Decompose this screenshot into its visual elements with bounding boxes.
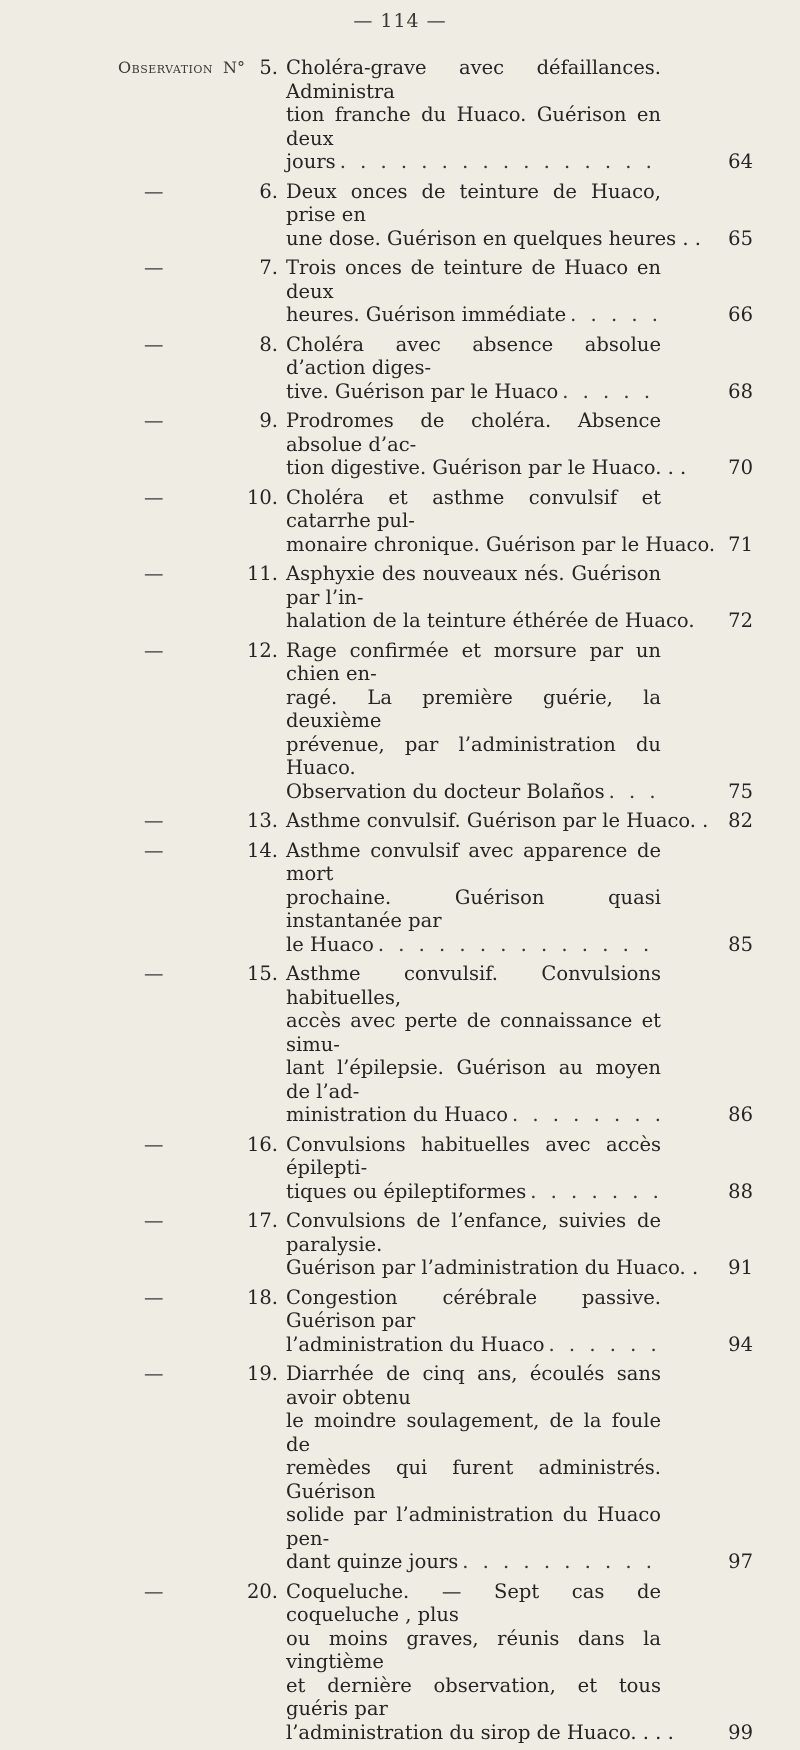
entry-last-text: Observation du docteur Bolaños bbox=[286, 779, 605, 803]
entry-text bbox=[286, 1209, 699, 1280]
entry-text bbox=[286, 485, 716, 557]
entry-line: Deux onces de teinture de Huaco, prise en bbox=[286, 179, 661, 226]
page-reference: 91 bbox=[728, 1256, 753, 1279]
entry-last-line bbox=[286, 303, 661, 327]
entry-text bbox=[286, 1362, 661, 1574]
leader-dots bbox=[512, 1103, 661, 1127]
ditto-dash: — bbox=[144, 485, 164, 509]
entry-last-text: tion digestive. Guérison par le Huaco. . . bbox=[286, 456, 687, 479]
entry-last-line bbox=[286, 532, 716, 557]
entry-line: prévenue, par l’administration du Huaco. bbox=[286, 732, 661, 779]
entry-line: prochaine. Guérison quasi instantanée par bbox=[286, 885, 661, 932]
ditto-dash: — bbox=[144, 256, 164, 279]
page-reference: 68 bbox=[728, 379, 753, 403]
entry-line: Asphyxie des nouveaux nés. Guérison par l’in- bbox=[286, 562, 661, 609]
entry-last-line bbox=[286, 780, 661, 804]
entry-last-line bbox=[286, 456, 687, 480]
observation-number: 6. bbox=[259, 179, 278, 203]
ditto-dash: — bbox=[144, 1132, 164, 1156]
observation-number: 18. bbox=[246, 1285, 278, 1309]
entry-line: remèdes qui furent administrés. Guérison bbox=[286, 1456, 661, 1503]
entry-last-line bbox=[286, 1550, 661, 1574]
entry-line: ou moins graves, réunis dans la vingtième bbox=[286, 1626, 661, 1673]
page-reference: 94 bbox=[728, 1332, 753, 1356]
entry-line: Congestion cérébrale passive. Guérison par bbox=[286, 1285, 661, 1332]
entry-last-text: halation de la teinture éthérée de Huaco. bbox=[286, 609, 695, 632]
entry-last-line bbox=[286, 1103, 661, 1127]
page-reference: 65 bbox=[728, 226, 753, 250]
observation-label bbox=[118, 56, 245, 80]
ditto-dash: — bbox=[144, 638, 164, 662]
entry-last-text: le Huaco bbox=[286, 932, 374, 956]
toc-entry bbox=[0, 256, 800, 327]
page-reference: 97 bbox=[728, 1550, 753, 1573]
entry-last-line bbox=[286, 933, 661, 957]
entry-line: le moindre soulagement, de la foule de bbox=[286, 1409, 661, 1456]
page-reference: 72 bbox=[728, 609, 753, 632]
page-number: — 114 — bbox=[353, 10, 447, 32]
entry-line: solide par l’administration du Huaco pen- bbox=[286, 1503, 661, 1550]
entry-last-line bbox=[286, 1180, 661, 1204]
entry-text bbox=[286, 333, 661, 404]
entry-last-text: une dose. Guérison en quelques heures . . bbox=[286, 226, 701, 250]
toc-entry bbox=[0, 1286, 800, 1357]
observation-word: Observation bbox=[118, 58, 214, 77]
entry-last-text: monaire chronique. Guérison par le Huaco. bbox=[286, 532, 716, 556]
entry-last-line bbox=[286, 1256, 699, 1280]
ditto-dash: — bbox=[144, 1362, 164, 1385]
entry-text bbox=[286, 1133, 661, 1204]
entry-line: Asthme convulsif avec apparence de mort bbox=[286, 838, 661, 885]
observation-number: 8. bbox=[259, 332, 278, 356]
entry-line: Choléra-grave avec défaillances. Administra bbox=[286, 56, 661, 103]
entry-text bbox=[286, 839, 661, 957]
ditto-dash: — bbox=[144, 409, 164, 432]
entry-line: Convulsions de l’enfance, suivies de paralysie. bbox=[286, 1209, 661, 1256]
leader-dots bbox=[462, 1550, 661, 1574]
leader-dots bbox=[549, 1333, 661, 1357]
entry-last-line bbox=[286, 1333, 661, 1357]
ditto-dash: — bbox=[144, 962, 164, 985]
toc-entry bbox=[0, 56, 800, 174]
ditto-dash: — bbox=[144, 332, 164, 356]
observation-number: 17. bbox=[246, 1209, 278, 1232]
entry-text bbox=[286, 1579, 674, 1745]
entry-last-text: dant quinze jours bbox=[286, 1550, 459, 1573]
ditto-dash: — bbox=[144, 179, 164, 203]
toc-entry bbox=[0, 409, 800, 480]
toc-entry bbox=[0, 1209, 800, 1280]
leader-dots bbox=[562, 380, 661, 404]
entry-last-text: tiques ou épileptiformes bbox=[286, 1179, 527, 1203]
observation-number: 5. bbox=[259, 56, 278, 79]
page-reference: 75 bbox=[728, 779, 753, 803]
entry-text bbox=[286, 562, 695, 633]
entry-last-text: l’administration du Huaco bbox=[286, 1332, 545, 1356]
observation-number: 10. bbox=[246, 485, 278, 509]
entry-last-text: ministration du Huaco bbox=[286, 1103, 508, 1126]
page-reference: 70 bbox=[728, 456, 753, 479]
toc-entry bbox=[0, 562, 800, 633]
toc-entry bbox=[0, 333, 800, 404]
page-reference: 86 bbox=[728, 1103, 753, 1126]
entry-line: accès avec perte de connaissance et simu- bbox=[286, 1009, 661, 1056]
entry-text bbox=[286, 639, 661, 804]
leader-dots bbox=[570, 303, 661, 327]
entry-text bbox=[286, 56, 661, 174]
entry-last-text: heures. Guérison immédiate bbox=[286, 303, 567, 326]
entry-last-line bbox=[286, 809, 709, 833]
observation-number: 14. bbox=[246, 838, 278, 862]
toc-entry bbox=[0, 180, 800, 251]
entry-line: Asthme convulsif. Convulsions habituelles, bbox=[286, 962, 661, 1009]
page-reference: 66 bbox=[728, 303, 753, 326]
observation-number: 11. bbox=[246, 562, 278, 585]
entry-text bbox=[286, 962, 661, 1127]
entry-last-line bbox=[286, 609, 695, 633]
entry-last-text: Asthme convulsif. Guérison par le Huaco. . bbox=[286, 809, 709, 832]
entry-last-text: jours bbox=[286, 150, 336, 173]
entry-text bbox=[286, 1286, 661, 1357]
leader-dots bbox=[340, 150, 661, 174]
entry-line: Choléra et asthme convulsif et catarrhe pul- bbox=[286, 485, 661, 532]
entry-line: Rage confirmée et morsure par un chien en- bbox=[286, 638, 661, 685]
page-reference: 82 bbox=[728, 809, 753, 832]
toc-entry bbox=[0, 962, 800, 1127]
ditto-dash: — bbox=[144, 1209, 164, 1232]
ditto-dash: — bbox=[144, 1579, 164, 1603]
observation-number: 7. bbox=[259, 256, 278, 279]
entry-last-line bbox=[286, 1720, 674, 1745]
entry-last-text: tive. Guérison par le Huaco bbox=[286, 379, 559, 403]
ditto-dash: — bbox=[144, 809, 164, 832]
entry-line: tion franche du Huaco. Guérison en deux bbox=[286, 103, 661, 150]
ditto-dash: — bbox=[144, 562, 164, 585]
observation-number: 15. bbox=[246, 962, 278, 985]
entry-line: Prodromes de choléra. Absence absolue d’ac- bbox=[286, 409, 661, 456]
observation-number: 16. bbox=[246, 1132, 278, 1156]
ditto-dash: — bbox=[144, 1285, 164, 1309]
page-reference: 99 bbox=[728, 1720, 753, 1744]
entry-text bbox=[286, 409, 687, 480]
entry-last-line bbox=[286, 226, 701, 251]
entry-line: lant l’épilepsie. Guérison au moyen de l’ad- bbox=[286, 1056, 661, 1103]
entry-line: ragé. La première guérie, la deuxième bbox=[286, 685, 661, 732]
table-of-contents bbox=[0, 56, 800, 1750]
entry-text bbox=[286, 179, 701, 251]
leader-dots bbox=[609, 780, 661, 804]
toc-entry bbox=[0, 1362, 800, 1574]
entry-last-text: Guérison par l’administration du Huaco. . bbox=[286, 1256, 699, 1279]
toc-entry bbox=[0, 639, 800, 804]
toc-entry bbox=[0, 486, 800, 557]
entry-line: Coqueluche. — Sept cas de coqueluche , plus bbox=[286, 1579, 661, 1626]
number-abbrev: N° bbox=[223, 58, 246, 77]
toc-entry bbox=[0, 1133, 800, 1204]
page-reference: 88 bbox=[728, 1179, 753, 1203]
observation-number: 12. bbox=[246, 638, 278, 662]
observation-number: 20. bbox=[246, 1579, 278, 1603]
toc-entry bbox=[0, 839, 800, 957]
entry-line: Diarrhée de cinq ans, écoulés sans avoir obtenu bbox=[286, 1362, 661, 1409]
entry-line: et dernière observation, et tous guéris par bbox=[286, 1673, 661, 1720]
entry-text bbox=[286, 256, 661, 327]
entry-last-text: l’administration du sirop de Huaco. . . . bbox=[286, 1720, 674, 1744]
entry-line: Convulsions habituelles avec accès épilepti- bbox=[286, 1132, 661, 1179]
page-reference: 71 bbox=[728, 532, 753, 556]
toc-entry bbox=[0, 809, 800, 833]
observation-number: 9. bbox=[259, 409, 278, 432]
entry-last-line bbox=[286, 150, 661, 174]
observation-number: 19. bbox=[246, 1362, 278, 1385]
entry-line: Trois onces de teinture de Huaco en deux bbox=[286, 256, 661, 303]
ditto-dash: — bbox=[144, 838, 164, 862]
page-reference: 85 bbox=[728, 932, 753, 956]
observation-number: 13. bbox=[246, 809, 278, 832]
entry-line: Choléra avec absence absolue d’action diges- bbox=[286, 332, 661, 379]
page-reference: 64 bbox=[728, 150, 753, 173]
leader-dots bbox=[378, 933, 661, 957]
leader-dots bbox=[530, 1180, 661, 1204]
entry-last-line bbox=[286, 380, 661, 404]
entry-text bbox=[286, 809, 709, 833]
toc-entry bbox=[0, 1580, 800, 1745]
